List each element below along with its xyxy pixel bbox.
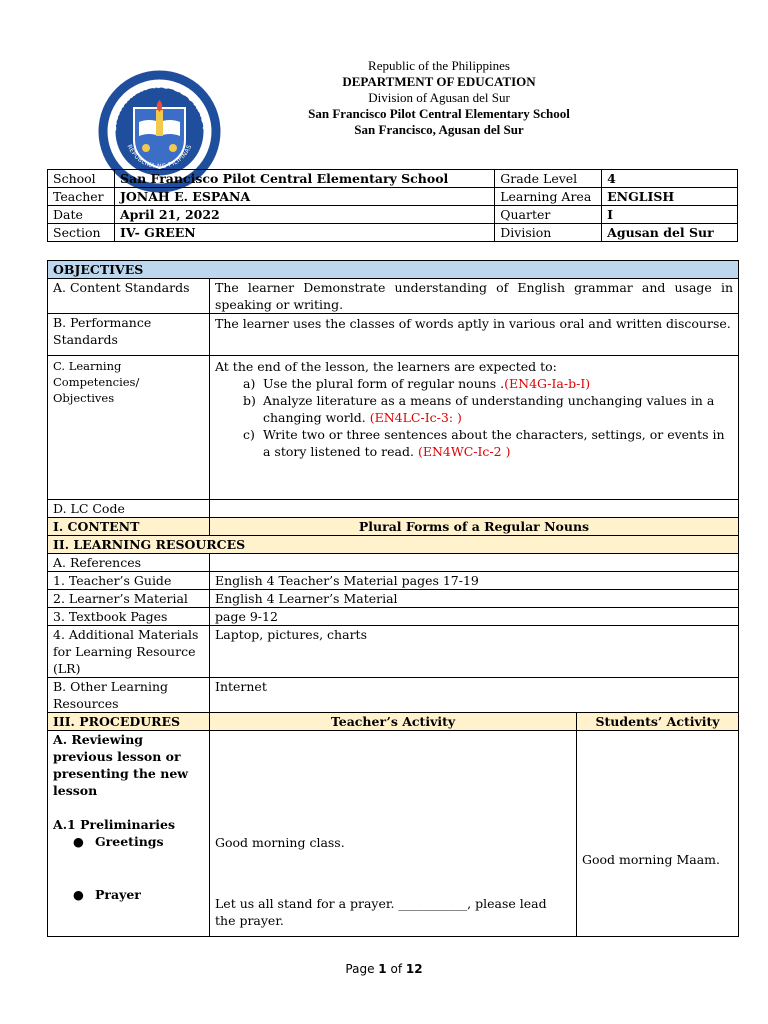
grade-label: Grade Level	[495, 170, 602, 188]
school-header	[150, 58, 728, 138]
lc-code-label: D. LC Code	[48, 500, 210, 518]
table-row	[48, 314, 739, 356]
table-row	[48, 678, 739, 713]
info-table	[47, 169, 738, 242]
page-number: 1	[378, 962, 387, 976]
learners-material-label: 2. Learner’s Material	[48, 590, 210, 608]
table-row	[48, 518, 739, 536]
table-row	[48, 356, 739, 500]
section-value: IV- GREEN	[114, 224, 494, 242]
list-item: a) Use the plural form of regular nouns .(EN4G-Ia-b-I)	[243, 376, 591, 391]
teacher-activity-heading: Teacher’s Activity	[210, 713, 577, 731]
teacher-label: Teacher	[48, 188, 115, 206]
textbook-pages-label: 3. Textbook Pages	[48, 608, 210, 626]
division-value: Agusan del Sur	[602, 224, 738, 242]
procedure-a-label: A. Reviewing previous lesson or presenting the new lesson	[53, 732, 189, 798]
table-row	[48, 206, 738, 224]
preliminaries-label: A.1 Preliminaries	[53, 817, 176, 832]
division-label: Division	[495, 224, 602, 242]
performance-standards-text: The learner uses the classes of words aptly in various oral and written discourse.	[210, 314, 739, 356]
teachers-guide-label: 1. Teacher’s Guide	[48, 572, 210, 590]
table-row	[48, 554, 739, 572]
quarter-label: Quarter	[495, 206, 602, 224]
date-label: Date	[48, 206, 115, 224]
content-standards-text: The learner Demonstrate understanding of English grammar and usage in speaking or writing.	[210, 279, 739, 314]
content-value: Plural Forms of a Regular Nouns	[210, 518, 739, 536]
seal-text-top: GAWARAN NG EDUKASY	[107, 79, 212, 134]
teacher-prayer: Let us all stand for a prayer. ___________, please lead the prayer.	[215, 896, 547, 928]
teacher-value: JONAH E. ESPANA	[114, 188, 494, 206]
competencies-label: C. Learning Competencies/ Objectives	[48, 356, 210, 500]
grade-value: 4	[602, 170, 738, 188]
page-total: 12	[405, 962, 423, 976]
table-row	[48, 261, 739, 279]
other-resources-label: B. Other Learning Resources	[48, 678, 210, 713]
competency-code: (EN4G-Ia-b-I)	[504, 376, 591, 391]
competencies-list	[215, 375, 733, 460]
school-label: School	[48, 170, 115, 188]
table-row	[48, 731, 739, 937]
procedures-heading: III. PROCEDURES	[48, 713, 210, 731]
teachers-guide-value: English 4 Teacher’s Material pages 17-19	[210, 572, 739, 590]
additional-materials-value: Laptop, pictures, charts	[210, 626, 739, 678]
content-label: I. CONTENT	[48, 518, 210, 536]
table-row	[48, 170, 738, 188]
table-row	[48, 188, 738, 206]
division-line: Division of Agusan del Sur	[368, 90, 510, 105]
teacher-greeting: Good morning class.	[215, 835, 345, 850]
area-label: Learning Area	[495, 188, 602, 206]
republic-line: Republic of the Philippines	[368, 58, 510, 73]
competencies-intro: At the end of the lesson, the learners are expected to:	[215, 359, 557, 374]
resources-heading: II. LEARNING RESOURCES	[48, 536, 739, 554]
table-row	[48, 713, 739, 731]
table-row	[48, 279, 739, 314]
competency-code: (EN4LC-Ic-3: )	[369, 410, 462, 425]
references-value	[210, 554, 739, 572]
table-row	[48, 536, 739, 554]
school-line: San Francisco Pilot Central Elementary School	[308, 106, 570, 121]
quarter-value: I	[602, 206, 738, 224]
other-resources-value: Internet	[210, 678, 739, 713]
performance-standards-label: B. Performance Standards	[48, 314, 210, 356]
prayer-item: ● Prayer	[73, 887, 141, 902]
table-row	[48, 572, 739, 590]
page-word: Page	[345, 962, 375, 976]
references-label: A. References	[48, 554, 210, 572]
of-word: of	[390, 962, 403, 976]
page-footer	[0, 962, 768, 976]
competencies-cell	[210, 356, 739, 500]
students-activity-cell	[577, 731, 739, 937]
lesson-plan-table	[47, 260, 739, 937]
section-label: Section	[48, 224, 115, 242]
table-row	[48, 626, 739, 678]
school-value: San Francisco Pilot Central Elementary School	[114, 170, 494, 188]
additional-materials-label: 4. Additional Materials for Learning Resource (LR)	[48, 626, 210, 678]
table-row	[48, 500, 739, 518]
seal-text-bottom: REPUBLIKA NG PILIPINAS	[125, 143, 194, 171]
table-row	[48, 608, 739, 626]
area-value: ENGLISH	[602, 188, 738, 206]
objectives-heading: OBJECTIVES	[48, 261, 739, 279]
textbook-pages-value: page 9-12	[210, 608, 739, 626]
student-greeting: Good morning Maam.	[582, 852, 720, 867]
students-activity-heading: Students’ Activity	[577, 713, 739, 731]
procedure-a-cell	[48, 731, 210, 937]
list-item: b) Analyze literature as a means of understanding unchanging values in a changing world. (EN4LC-Ic-3: )	[243, 393, 715, 425]
greetings-item: ● Greetings	[73, 834, 164, 849]
content-standards-label: A. Content Standards	[48, 279, 210, 314]
address-line: San Francisco, Agusan del Sur	[354, 122, 524, 137]
competency-code: (EN4WC-Ic-2 )	[417, 444, 511, 459]
list-item: c) Write two or three sentences about the characters, settings, or events in a story listened to read. (EN4WC-Ic-2 )	[243, 427, 725, 459]
table-row	[48, 590, 739, 608]
lc-code-value	[210, 500, 739, 518]
date-value: April 21, 2022	[114, 206, 494, 224]
department-line: DEPARTMENT OF EDUCATION	[342, 74, 536, 89]
learners-material-value: English 4 Learner’s Material	[210, 590, 739, 608]
table-row	[48, 224, 738, 242]
teacher-activity-cell	[210, 731, 577, 937]
